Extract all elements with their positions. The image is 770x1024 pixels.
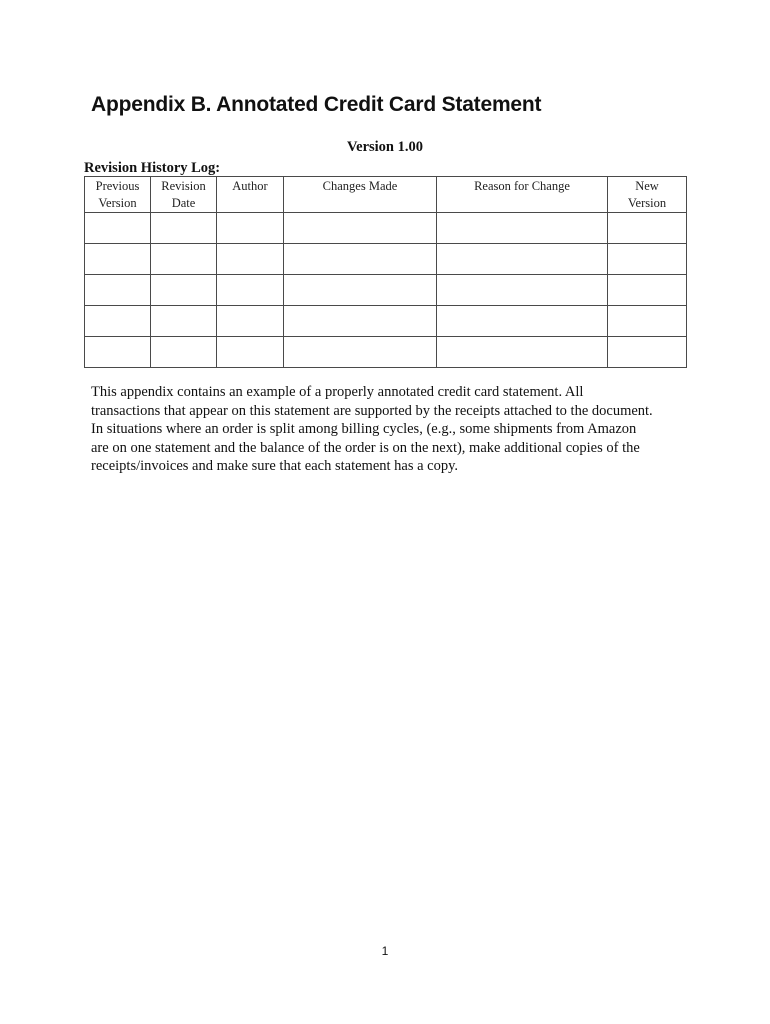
table-row (85, 337, 687, 368)
table-cell (608, 244, 687, 275)
table-cell (217, 244, 284, 275)
revision-log-heading: Revision History Log: (84, 160, 221, 176)
table-cell (437, 244, 608, 275)
table-cell (284, 213, 437, 244)
header-text: Version (627, 196, 667, 210)
revision-history-table (84, 176, 687, 368)
header-text: New (635, 179, 659, 193)
table-cell (151, 244, 217, 275)
page-title: Appendix B. Annotated Credit Card Statement (91, 93, 542, 116)
table-cell (151, 275, 217, 306)
table-row (85, 275, 687, 306)
table-row (85, 244, 687, 275)
table-row (85, 213, 687, 244)
table-cell (151, 306, 217, 337)
table-cell (284, 337, 437, 368)
paragraph-line: are on one statement and the balance of the order is on the next), make additional copies of the (91, 439, 640, 456)
table-cell (437, 337, 608, 368)
table-cell (217, 306, 284, 337)
header-previous-version (85, 177, 151, 213)
appendix-description (91, 383, 691, 476)
table-cell (85, 337, 151, 368)
header-text: Version (98, 196, 137, 210)
version-label: Version 1.00 (347, 139, 423, 155)
table-cell (217, 275, 284, 306)
paragraph-line: In situations where an order is split among billing cycles, (e.g., some shipments from Amazon (91, 421, 637, 437)
table-cell (85, 213, 151, 244)
table-cell (85, 306, 151, 337)
table-cell (608, 337, 687, 368)
header-text: Previous (95, 179, 140, 193)
table-cell (437, 275, 608, 306)
table-cell (608, 306, 687, 337)
paragraph-line: This appendix contains an example of a properly annotated credit card statement. All (91, 384, 584, 400)
table-cell (284, 275, 437, 306)
header-text: Author (232, 179, 268, 193)
table-cell (608, 213, 687, 244)
table-cell (284, 244, 437, 275)
header-text: Changes Made (322, 179, 398, 193)
paragraph-line: transactions that appear on this statement are supported by the receipts attached to the document. (91, 402, 653, 419)
header-text: Date (171, 196, 196, 210)
header-text: Reason for Change (474, 179, 570, 193)
table-cell (85, 275, 151, 306)
header-new-version (608, 177, 687, 213)
header-reason-for-change (437, 177, 608, 213)
table-cell (437, 213, 608, 244)
header-changes-made (284, 177, 437, 213)
table-cell (284, 306, 437, 337)
header-revision-date (151, 177, 217, 213)
table-header-row (85, 177, 687, 213)
table-cell (437, 306, 608, 337)
table-cell (217, 213, 284, 244)
header-text: Revision (161, 179, 206, 193)
table-cell (217, 337, 284, 368)
table-cell (151, 337, 217, 368)
table-cell (151, 213, 217, 244)
page-number: 1 (381, 944, 389, 958)
header-author (217, 177, 284, 213)
table-row (85, 306, 687, 337)
table-cell (608, 275, 687, 306)
paragraph-line: receipts/invoices and make sure that each statement has a copy. (91, 458, 459, 474)
table-cell (85, 244, 151, 275)
